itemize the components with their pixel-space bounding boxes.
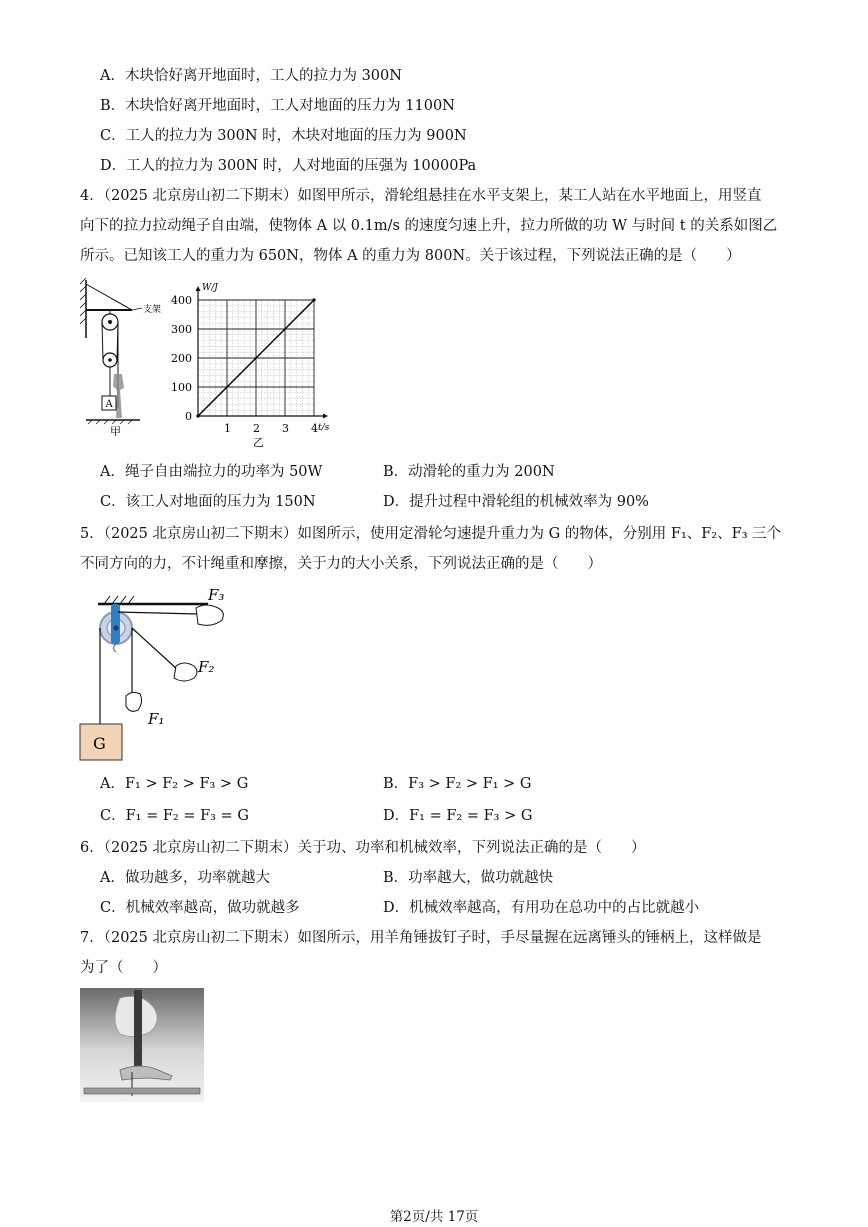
q5-option-d: D．F₁ = F₂ = F₃ > G [383, 808, 533, 824]
q5-option-b: B．F₃ > F₂ > F₁ > G [383, 776, 532, 792]
q6-stem: 6．（2025 北京房山初二下期末）关于功、功率和机械效率，下列说法正确的是（ ） [80, 840, 646, 856]
y-tick-label: 100 [171, 381, 192, 394]
q4-option-c: C．该工人对地面的压力为 150N [100, 494, 316, 510]
q6-option-b: B．功率越大，做功就越快 [383, 870, 554, 886]
fig-b-caption: 乙 [253, 436, 264, 448]
q5-stem-line1: 5．（2025 北京房山初二下期末）如图所示，使用定滑轮匀速提升重力为 G 的物体，分别用 F₁、F₂、F₃ 三个 [80, 526, 782, 542]
x-tick-label: 4 [311, 422, 318, 435]
block-a-label: A [105, 399, 113, 410]
q7-hammer-photo [80, 988, 204, 1102]
q4-pulley-figure [80, 278, 170, 436]
q4-option-b: B．动滑轮的重力为 200N [383, 464, 555, 480]
data-point [312, 298, 315, 301]
x-tick-label: 2 [253, 422, 260, 435]
q7-stem-line1: 7．（2025 北京房山初二下期末）如图所示，用羊角锤拔钉子时，手尽量握在远离锤头的锤柄上，这样做是 [80, 930, 762, 946]
x-tick-label: 3 [282, 422, 289, 435]
x-axis-arrow [323, 414, 328, 419]
y-tick-label: 300 [171, 323, 192, 336]
q5-fixed-pulley-figure [78, 584, 238, 766]
q7-stem-line2: 为了（ ） [80, 960, 167, 976]
y-tick-label: 0 [185, 410, 192, 423]
q3-option-b: B．木块恰好离开地面时，工人对地面的压力为 1100N [100, 98, 455, 114]
bracket-label: 支架 [143, 305, 162, 315]
q4-stem-line1: 4．（2025 北京房山初二下期末）如图甲所示，滑轮组悬挂在水平支架上，某工人站在水平地面上，用竖直 [80, 188, 762, 204]
q6-option-a: A．做功越多，功率就越大 [100, 870, 270, 886]
x-axis-label: t/s [318, 423, 330, 433]
f1-label: F₁ [148, 710, 165, 728]
block-g-label: G [93, 734, 106, 753]
q4-stem-line3: 所示。已知该工人的重力为 650N，物体 A 的重力为 800N。关于该过程，下列说法正确的是（ ） [80, 248, 741, 264]
fig-a-caption: 甲 [110, 425, 121, 436]
x-tick-label: 1 [224, 422, 231, 435]
f3-label: F₃ [208, 586, 225, 604]
data-point [196, 414, 199, 417]
q6-option-c: C．机械效率越高，做功就越多 [100, 900, 300, 916]
y-tick-label: 400 [171, 294, 192, 307]
q4-stem-line2: 向下的拉力拉动绳子自由端，使物体 A 以 0.1m/s 的速度匀速上升，拉力所做的功 W 与时间 t 的关系如图乙 [80, 218, 778, 234]
q6-option-d: D．机械效率越高，有用功在总功中的占比就越小 [383, 900, 700, 916]
q4-option-d: D．提升过程中滑轮组的机械效率为 90% [383, 494, 649, 510]
f2-label: F₂ [198, 658, 215, 676]
y-axis-arrow [196, 286, 201, 291]
q3-option-a: A．木块恰好离开地面时，工人的拉力为 300N [100, 68, 402, 84]
q3-option-d: D．工人的拉力为 300N 时，人对地面的压强为 10000Pa [100, 158, 477, 174]
q5-option-c: C．F₁ = F₂ = F₃ = G [100, 808, 249, 824]
q5-option-a: A．F₁ > F₂ > F₃ > G [100, 776, 249, 792]
page-footer: 第2页/共 17页 [389, 1209, 479, 1225]
q5-stem-line2: 不同方向的力，不计绳重和摩擦，关于力的大小关系，下列说法正确的是（ ） [80, 556, 602, 572]
y-tick-label: 200 [171, 352, 192, 365]
q3-option-c: C．工人的拉力为 300N 时，木块对地面的压力为 900N [100, 128, 467, 144]
y-axis-label: W/J [202, 283, 218, 293]
q4-work-time-chart [168, 278, 340, 448]
q4-option-a: A．绳子自由端拉力的功率为 50W [100, 464, 323, 480]
